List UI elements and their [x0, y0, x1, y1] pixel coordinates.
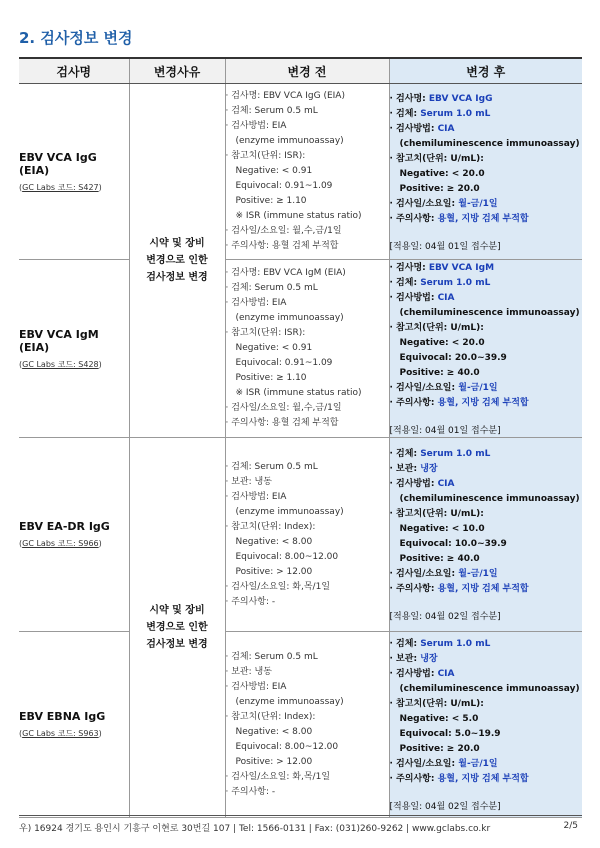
after-line: Negative: < 20.0 — [399, 338, 485, 348]
after-line: Negative: < 5.0 — [399, 714, 479, 724]
after-value: 용혈, 지방 검체 부적합 — [437, 398, 529, 408]
before-cell — [225, 632, 389, 818]
after-line — [390, 122, 583, 137]
after-value: Serum 1.0 mL — [420, 449, 491, 459]
after-label: · 참고치(단위: U/mL): — [389, 153, 484, 164]
test-name-cell — [19, 260, 129, 438]
test-name: EBV EA-DR IgG — [19, 520, 110, 533]
before-line: · 주의사항: - — [225, 596, 276, 607]
after-value: EBV VCA IgG — [428, 93, 493, 104]
after-line — [390, 652, 583, 667]
before-line: · 검사방법: EIA — [225, 121, 287, 131]
reason-line: 변경으로 인한 — [146, 255, 208, 266]
before-line: Equivocal: 8.00~12.00 — [235, 551, 339, 562]
after-line — [390, 396, 583, 411]
test-name-cell — [19, 438, 129, 632]
change-table — [19, 57, 582, 818]
footer-divider — [19, 815, 582, 816]
after-label: · 주의사항: — [389, 213, 438, 224]
before-line: Positive: ≥ 1.10 — [235, 373, 307, 383]
after-line — [390, 92, 583, 107]
test-code-link[interactable]: GC Labs 코드: S963 — [22, 729, 99, 738]
before-line: · 참고치(단위: Index): — [225, 521, 316, 532]
reason-cell — [129, 438, 225, 818]
after-line — [390, 321, 583, 336]
header-name: 검사명 — [19, 58, 129, 84]
test-name: EBV EBNA IgG — [19, 710, 106, 723]
after-line — [390, 462, 583, 477]
after-line: Positive: ≥ 40.0 — [399, 368, 480, 378]
applied-date: [적용일: 04월 02일 접수분] — [389, 612, 501, 622]
after-label: · 보관: — [389, 654, 421, 664]
reason-line: 검사정보 변경 — [146, 272, 208, 283]
after-label: · 검사명: — [389, 263, 429, 273]
after-line — [390, 447, 583, 462]
page-number: 2/5 — [563, 821, 578, 831]
before-line: Positive: > 12.00 — [235, 756, 313, 767]
after-label: · 검사명: — [389, 93, 429, 104]
after-label: · 검사일/소요일: — [389, 198, 459, 209]
after-value: 용혈, 지방 검체 부적합 — [437, 584, 529, 594]
after-label: · 검사방법: — [389, 293, 438, 303]
after-label: · 검사일/소요일: — [389, 569, 459, 579]
footer-address: 우) 16924 경기도 용인시 기흥구 이현로 30번길 107 | Tel: 1566-0131 | Fax: (031)260-9262 | www.gclabs.co.kr — [19, 824, 491, 834]
after-line: (chemiluminescence immunoassay) — [399, 494, 580, 504]
after-line — [390, 212, 583, 227]
after-value: 월-금/1일 — [458, 383, 498, 393]
after-value: 월-금/1일 — [458, 759, 498, 769]
before-line: ※ ISR (immune status ratio) — [235, 388, 362, 398]
before-line: · 참고치(단위: Index): — [225, 711, 316, 722]
after-value: CIA — [437, 669, 455, 679]
reason-line: 검사정보 변경 — [146, 639, 208, 650]
before-line: · 검사방법: EIA — [225, 298, 287, 308]
after-line: (chemiluminescence immunoassay) — [399, 308, 580, 318]
reason-line: 시약 및 장비 — [149, 238, 205, 249]
after-line — [390, 261, 583, 276]
before-line: · 보관: 냉동 — [225, 666, 272, 677]
before-line: · 참고치(단위: ISR): — [225, 328, 306, 338]
before-line: Equivocal: 8.00~12.00 — [235, 741, 339, 752]
header-after: 변경 후 — [389, 58, 582, 84]
reason-cell — [129, 84, 225, 438]
after-line: Equivocal: 20.0~39.9 — [399, 353, 507, 363]
after-line — [390, 107, 583, 122]
after-line — [390, 291, 583, 306]
before-line: ※ ISR (immune status ratio) — [235, 211, 362, 221]
after-label: · 검체: — [389, 639, 421, 649]
test-code: (GC Labs 코드: S963) — [19, 729, 102, 738]
before-line: · 보관: 냉동 — [225, 476, 272, 487]
before-line: · 검사방법: EIA — [225, 681, 287, 692]
before-line: · 검사명: EBV VCA IgG (EIA) — [225, 91, 345, 101]
test-code: (GC Labs 코드: S427) — [19, 182, 102, 192]
section-title: 2. 검사정보 변경 — [19, 29, 133, 47]
table-row — [19, 260, 582, 438]
after-line — [390, 772, 583, 787]
after-cell — [389, 632, 582, 818]
after-value: 냉장 — [420, 654, 438, 664]
test-code: (GC Labs 코드: S966) — [19, 539, 102, 548]
test-code-link[interactable]: GC Labs 코드: S966 — [22, 539, 99, 548]
before-line: · 검사방법: EIA — [225, 491, 287, 502]
before-line: (enzyme immunoassay) — [235, 506, 344, 517]
before-line: · 주의사항: - — [225, 786, 276, 797]
before-line: · 검체: Serum 0.5 mL — [225, 106, 318, 116]
after-label: · 참고치(단위: U/mL): — [389, 509, 484, 519]
after-line: (chemiluminescence immunoassay) — [399, 684, 580, 694]
before-line: Positive: ≥ 1.10 — [235, 196, 307, 206]
before-line: Negative: < 8.00 — [235, 536, 313, 547]
after-line: (chemiluminescence immunoassay) — [399, 138, 580, 149]
after-value: EBV VCA IgM — [428, 263, 495, 273]
applied-date: [적용일: 04월 02일 접수분] — [389, 802, 501, 812]
before-line: Equivocal: 0.91~1.09 — [235, 181, 333, 191]
before-list — [226, 650, 389, 800]
reason-line: 시약 및 장비 — [149, 605, 205, 616]
test-code: (GC Labs 코드: S428) — [19, 359, 102, 369]
after-line — [390, 757, 583, 772]
after-value: CIA — [437, 123, 455, 134]
before-line: (enzyme immunoassay) — [235, 313, 344, 323]
after-cell — [389, 84, 582, 260]
after-line — [390, 276, 583, 291]
before-line: · 검사일/소요일: 월,수,금/1일 — [225, 403, 342, 413]
before-cell — [225, 260, 389, 438]
before-line: Positive: > 12.00 — [235, 566, 313, 577]
before-cell — [225, 438, 389, 632]
after-line: Negative: < 20.0 — [399, 168, 485, 179]
after-value: 냉장 — [420, 464, 438, 474]
before-line: · 주의사항: 용혈 검체 부적합 — [225, 241, 339, 251]
after-line: Negative: < 10.0 — [399, 524, 485, 534]
before-list — [226, 266, 389, 431]
before-line: · 검체: Serum 0.5 mL — [225, 283, 318, 293]
before-line: (enzyme immunoassay) — [235, 696, 344, 707]
before-list — [226, 89, 389, 254]
test-code-link[interactable]: GC Labs 코드: S427 — [22, 182, 99, 192]
before-line: · 검사일/소요일: 월,수,금/1일 — [225, 226, 342, 236]
after-line — [390, 582, 583, 597]
before-line: · 검사명: EBV VCA IgM (EIA) — [225, 268, 346, 278]
after-cell — [389, 438, 582, 632]
after-list — [390, 447, 583, 597]
after-value: CIA — [437, 293, 455, 303]
table-row — [19, 438, 582, 632]
after-line — [390, 697, 583, 712]
table-row — [19, 632, 582, 818]
test-name: EBV VCA IgM (EIA) — [19, 327, 99, 354]
after-label: · 검사일/소요일: — [389, 383, 459, 393]
after-value: 월-금/1일 — [458, 198, 498, 209]
after-label: · 검사일/소요일: — [389, 759, 459, 769]
after-label: · 검사방법: — [389, 479, 438, 489]
before-line: · 주의사항: 용혈 검체 부적합 — [225, 418, 339, 428]
after-value: CIA — [437, 479, 455, 489]
applied-date: [적용일: 04월 01일 접수분] — [389, 426, 501, 436]
test-name: EBV VCA IgG (EIA) — [19, 150, 97, 177]
after-line — [390, 637, 583, 652]
header-before: 변경 전 — [225, 58, 389, 84]
applied-date: [적용일: 04월 01일 접수분] — [389, 241, 501, 252]
after-list — [390, 637, 583, 787]
before-cell — [225, 84, 389, 260]
after-line — [390, 152, 583, 167]
after-line: Positive: ≥ 40.0 — [399, 554, 480, 564]
after-list — [390, 261, 583, 411]
before-line: Equivocal: 0.91~1.09 — [235, 358, 333, 368]
before-line: Negative: < 0.91 — [235, 166, 313, 176]
after-label: · 주의사항: — [389, 774, 438, 784]
after-line — [390, 477, 583, 492]
after-label: · 검체: — [389, 278, 421, 288]
after-value: 용혈, 지방 검체 부적합 — [437, 774, 529, 784]
after-value: 용혈, 지방 검체 부적합 — [437, 213, 529, 224]
test-name-cell — [19, 632, 129, 818]
before-line: · 검사일/소요일: 화,목/1일 — [225, 581, 331, 592]
after-label: · 보관: — [389, 464, 421, 474]
after-label: · 주의사항: — [389, 584, 438, 594]
before-line: (enzyme immunoassay) — [235, 136, 344, 146]
after-value: Serum 1.0 mL — [420, 108, 491, 119]
after-line — [390, 381, 583, 396]
after-label: · 검체: — [389, 449, 421, 459]
header-reason: 변경사유 — [129, 58, 225, 84]
after-label: · 참고치(단위: U/mL): — [389, 699, 484, 709]
footer — [19, 821, 582, 833]
after-label: · 참고치(단위: U/mL): — [389, 323, 484, 333]
after-line: Positive: ≥ 20.0 — [399, 744, 480, 754]
before-list — [226, 460, 389, 610]
after-line: Equivocal: 10.0~39.9 — [399, 539, 507, 549]
table-row — [19, 84, 582, 260]
before-line: · 검체: Serum 0.5 mL — [225, 651, 318, 662]
after-line: Equivocal: 5.0~19.9 — [399, 729, 501, 739]
after-cell — [389, 260, 582, 438]
after-value: Serum 1.0 mL — [420, 639, 491, 649]
test-code-link[interactable]: GC Labs 코드: S428 — [22, 359, 99, 369]
after-line — [390, 507, 583, 522]
after-line: Positive: ≥ 20.0 — [399, 183, 480, 194]
after-line — [390, 667, 583, 682]
before-line: Negative: < 8.00 — [235, 726, 313, 737]
after-line — [390, 197, 583, 212]
after-label: · 검사방법: — [389, 669, 438, 679]
after-list — [390, 92, 583, 227]
before-line: Negative: < 0.91 — [235, 343, 313, 353]
after-label: · 주의사항: — [389, 398, 438, 408]
before-line: · 참고치(단위: ISR): — [225, 151, 306, 161]
before-line: · 검체: Serum 0.5 mL — [225, 461, 318, 472]
after-value: Serum 1.0 mL — [420, 278, 491, 288]
before-line: · 검사일/소요일: 화,목/1일 — [225, 771, 331, 782]
after-label: · 검사방법: — [389, 123, 438, 134]
after-label: · 검체: — [389, 108, 421, 119]
after-line — [390, 567, 583, 582]
test-name-cell — [19, 84, 129, 260]
reason-line: 변경으로 인한 — [146, 622, 208, 633]
after-value: 월-금/1일 — [458, 569, 498, 579]
table-header-row — [19, 58, 582, 84]
